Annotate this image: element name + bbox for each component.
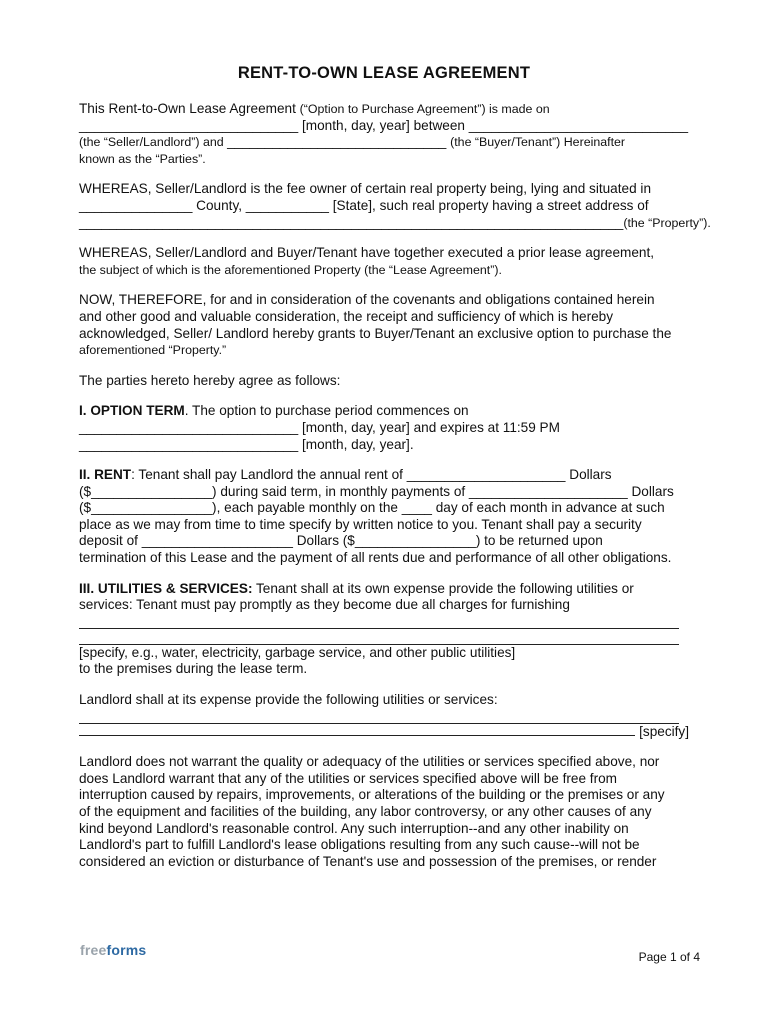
warranty-line: kind beyond Landlord's reasonable control. Any such interruption--and any other inability on: [79, 820, 629, 836]
logo-free-text: free: [80, 942, 107, 958]
warranty-line: considered an eviction or disturbance of Tenant's use and possession of the premises, or render: [79, 853, 657, 869]
warranty-line: interruption caused by repairs, improvements, or alterations of the building or the premises or any: [79, 787, 665, 803]
utilities-line: to the premises during the lease term.: [79, 661, 308, 677]
landlord-utilities-section: [79, 692, 689, 740]
agree-line: The parties hereto hereby agree as follows:: [79, 372, 341, 388]
option-term-line: _____________________________ [month, day, year] and expires at 11:59 PM: [79, 419, 560, 435]
utilities-heading: III. UTILITIES & SERVICES:: [79, 580, 253, 596]
utilities-line: Tenant shall at its own expense provide the following utilities or: [252, 580, 634, 596]
whereas-line: ________________________________________________________________________: [79, 214, 624, 230]
now-therefore-line: and other good and valuable consideration, the receipt and sufficiency of which is hereby: [79, 308, 614, 324]
intro-paragraph: [79, 101, 689, 167]
utilities-line: [specify, e.g., water, electricity, garbage service, and other public utilities]: [79, 644, 516, 660]
option-term-line: _____________________________ [month, day, year].: [79, 436, 414, 452]
whereas-paragraph-1: [79, 181, 711, 231]
option-term-line: . The option to purchase period commences on: [184, 403, 469, 419]
now-therefore-line: acknowledged, Seller/ Landlord hereby grants to Buyer/Tenant an exclusive option to purchase the: [79, 325, 672, 341]
rent-line: place as we may from time to time specify by written notice to you. Tenant shall pay a security: [79, 516, 642, 532]
intro-line: _____________________________: [227, 134, 451, 150]
document-title: RENT-TO-OWN LEASE AGREEMENT: [237, 64, 531, 82]
warranty-line: Landlord's part to fulfill Landlord's lease obligations resulting from any such cause--will not be: [79, 837, 640, 853]
specify-label: [specify]: [639, 723, 689, 739]
warranty-line: of the equipment and facilities of the building, any labor controversy, or any other causes of any: [79, 804, 652, 819]
utilities-section: [79, 581, 689, 678]
logo-forms-text: forms: [106, 942, 147, 958]
intro-line: This Rent-to-Own Lease Agreement: [79, 101, 300, 116]
warranty-line: does Landlord warrant that any of the utilities or services specified above will be free from: [79, 770, 617, 786]
intro-line: (the “Seller/Landlord”) and: [79, 135, 228, 150]
option-term-section: [79, 403, 689, 453]
now-therefore-paragraph: [79, 292, 689, 358]
whereas-line: WHEREAS, Seller/Landlord is the fee owner of certain real property being, lying and situated in: [79, 181, 651, 197]
rent-line: ($________________) during said term, in monthly payments of _____________________ Dollars: [79, 483, 674, 499]
blank-line: [79, 628, 679, 629]
whereas-line: _______________ County, ___________ [State], such real property having a street address of: [79, 197, 649, 213]
intro-line: known as the “Parties”.: [79, 151, 206, 166]
warranty-line: Landlord does not warrant the quality or adequacy of the utilities or services specified above, nor: [79, 754, 660, 770]
page-number: Page 1 of 4: [638, 950, 700, 964]
whereas-paragraph-2: [79, 245, 689, 278]
blank-line: [79, 735, 635, 736]
rent-line: deposit of ____________________ Dollars ($________________) to be returned upon: [79, 533, 603, 549]
rent-heading: II. RENT: [79, 467, 132, 483]
rent-line: termination of this Lease and the payment of all rents due and performance of all other obligations.: [79, 550, 672, 566]
intro-line: (“Option to Purchase Agreement”) is made on: [299, 102, 550, 116]
agree-paragraph: [79, 373, 689, 390]
document-body: [79, 101, 711, 884]
utilities-line: services: Tenant must pay promptly as they become due all charges for furnishing: [79, 597, 570, 613]
rent-line: ($________________), each payable monthly on the ____ day of each month in advance at such: [79, 500, 665, 516]
landlord-utilities-line: Landlord shall at its expense provide the following utilities or services:: [79, 692, 498, 708]
whereas-line: the subject of which is the aforementioned Property (the “Lease Agreement”).: [79, 262, 502, 277]
intro-line: _____________________________ [month, day, year] between _____________________________: [79, 117, 689, 133]
freeforms-logo: [80, 942, 146, 958]
rent-section: [79, 467, 689, 567]
warranty-paragraph: [79, 754, 689, 870]
rent-line: : Tenant shall pay Landlord the annual rent of _____________________ Dollars: [131, 467, 612, 483]
option-term-heading: I. OPTION TERM: [79, 403, 185, 419]
now-therefore-line: NOW, THEREFORE, for and in consideration of the covenants and obligations contained herein: [79, 292, 655, 308]
whereas-line: (the “Property”).: [623, 215, 711, 230]
whereas-line: WHEREAS, Seller/Landlord and Buyer/Tenant have together executed a prior lease agreement,: [79, 245, 655, 261]
now-therefore-line: aforementioned “Property.”: [79, 343, 227, 358]
intro-line: (the “Buyer/Tenant”) Hereinafter: [450, 135, 626, 150]
